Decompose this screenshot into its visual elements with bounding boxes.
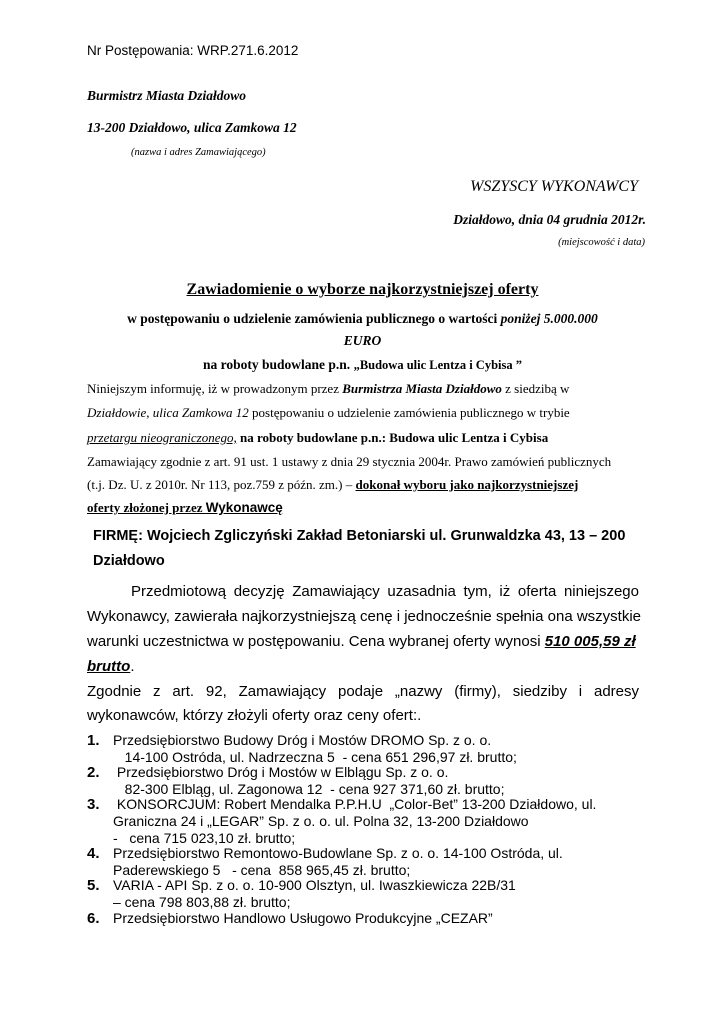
offer-item-6 <box>87 910 493 927</box>
issuer-address-note: (nazwa i adres Zamawiającego) <box>131 147 266 158</box>
intro-text: postępowaniu o udzielenie zamówienia publicznego w trybie <box>248 405 570 420</box>
recipients: WSZYSCY WYKONAWCY <box>470 178 638 195</box>
date-note: (miejscowość i data) <box>558 237 645 248</box>
intro-address: Działdowie, ulica Zamkowa 12 <box>87 405 249 420</box>
offer-line: Przedsiębiorstwo Budowy Dróg i Mostów DROMO Sp. z o. o. <box>113 732 492 748</box>
offer-line: Przedsiębiorstwo Dróg i Mostów w Elblągu Sp. z o. o. <box>113 764 449 780</box>
justification-text: . <box>130 658 135 675</box>
winner-line-2: Działdowo <box>93 553 165 569</box>
intro-line-2 <box>87 405 570 421</box>
intro-issuer: Burmistrza Miasta Działdowo <box>342 381 502 396</box>
offer-line: 82-300 Elbląg, ul. Zagonowa 12 - cena 927 371,60 zł. brutto; <box>113 781 505 797</box>
offer-number: 4. <box>87 845 100 862</box>
value-threshold: poniżej 5.000.000 <box>500 311 598 326</box>
offer-item-4 <box>87 845 563 879</box>
offer-line: 14-100 Ostróda, ul. Nadrzeczna 5 - cena 651 296,97 zł. brutto; <box>113 749 517 765</box>
issuer-address: 13-200 Działdowo, ulica Zamkowa 12 <box>87 120 297 135</box>
offer-item-5 <box>87 877 516 911</box>
offer-line: - cena 715 023,10 zł. brutto; <box>113 830 296 846</box>
justification-line-1: Przedmiotową decyzję Zamawiający uzasadnia tym, iż oferta niniejszego <box>131 583 639 600</box>
intro-line-6 <box>87 500 283 516</box>
project-name: „Budowa ulic Lentza i Cybisa ” <box>353 358 522 372</box>
intro-line-5 <box>87 477 578 493</box>
offer-line: VARIA - API Sp. z o. o. 10-900 Olsztyn, ul. Iwaszkiewicza 22B/31 <box>113 877 516 893</box>
offer-item-2 <box>87 764 504 798</box>
title-line-3-text: na roboty budowlane p.n. <box>203 357 354 372</box>
justification-text: warunki uczestnictwa w postępowaniu. Cena wybranej oferty wynosi <box>87 633 545 650</box>
title-line-1-text: w postępowaniu o udzielenie zamówienia publicznego o wartości <box>127 311 501 326</box>
intro-text: z siedzibą w <box>501 381 570 396</box>
offer-number: 5. <box>87 877 100 894</box>
winning-price: 510 005,59 zł <box>544 633 636 650</box>
offer-number: 6. <box>87 910 100 927</box>
intro-line-3 <box>87 430 548 446</box>
justification-line-3 <box>87 633 636 650</box>
title-line-1 <box>0 311 725 327</box>
procedure-mode: przetargu nieograniczonego, <box>87 430 237 445</box>
offer-number: 2. <box>87 764 100 781</box>
offer-line: Przedsiębiorstwo Remontowo-Budowlane Sp. z o. o. 14-100 Ostróda, ul. <box>113 845 563 861</box>
winning-price-gross: brutto <box>87 658 131 675</box>
winner-line-1: FIRMĘ: Wojciech Zgliczyński Zakład Betoniarski ul. Grunwaldzka 43, 13 – 200 <box>93 528 626 544</box>
intro-project: na roboty budowlane p.n.: Budowa ulic Lentza i Cybisa <box>236 430 549 445</box>
issuer-name: Burmistrz Miasta Działdowo <box>87 88 247 103</box>
intro-line-1 <box>87 381 569 397</box>
intro-text: Niniejszym informuję, iż w prowadzonym przez <box>87 381 343 396</box>
contractor-word: Wykonawcę <box>205 500 283 515</box>
offer-line: Paderewskiego 5 - cena 858 965,45 zł. brutto; <box>113 862 411 878</box>
offer-item-1 <box>87 732 517 766</box>
justification-line-5: Zgodnie z art. 92, Zamawiający podaje „nazwy (firmy), siedziby i adresy <box>87 683 639 700</box>
intro-line-4: Zamawiający zgodnie z art. 91 ust. 1 ustawy z dnia 29 stycznia 2004r. Prawo zamówień publicznych <box>87 454 612 469</box>
title-line-2: EURO <box>343 333 382 348</box>
justification-line-6: wykonawców, którzy złożyli oferty oraz ceny ofert:. <box>87 707 422 724</box>
document-title: Zawiadomienie o wyborze najkorzystniejszej oferty <box>186 281 539 298</box>
title-line-3 <box>0 357 725 373</box>
offer-line: – cena 798 803,88 zł. brutto; <box>113 894 291 910</box>
offer-line: Graniczna 24 i „LEGAR” Sp. z o. o. ul. Polna 32, 13-200 Działdowo <box>113 813 529 829</box>
selection-statement-cont: oferty złożonej przez <box>87 500 206 515</box>
case-number: Nr Postępowania: WRP.271.6.2012 <box>87 43 299 58</box>
offer-number: 1. <box>87 732 100 749</box>
offer-line: KONSORCJUM: Robert Mendalka P.P.H.U „Color-Bet” 13-200 Działdowo, ul. <box>113 796 597 812</box>
offer-number: 3. <box>87 796 100 813</box>
offer-item-3 <box>87 796 596 847</box>
selection-statement: dokonał wyboru jako najkorzystniejszej <box>355 477 579 492</box>
offer-line: Przedsiębiorstwo Handlowo Usługowo Produkcyjne „CEZAR” <box>113 910 493 926</box>
justification-line-4 <box>87 658 135 675</box>
document-date: Działdowo, dnia 04 grudnia 2012r. <box>453 212 646 227</box>
intro-text: (t.j. Dz. U. z 2010r. Nr 113, poz.759 z późn. zm.) – <box>87 477 356 492</box>
justification-line-2: Wykonawcy, zawierała najkorzystniejszą cenę i jednocześnie spełnia ona wszystkie <box>87 608 642 625</box>
